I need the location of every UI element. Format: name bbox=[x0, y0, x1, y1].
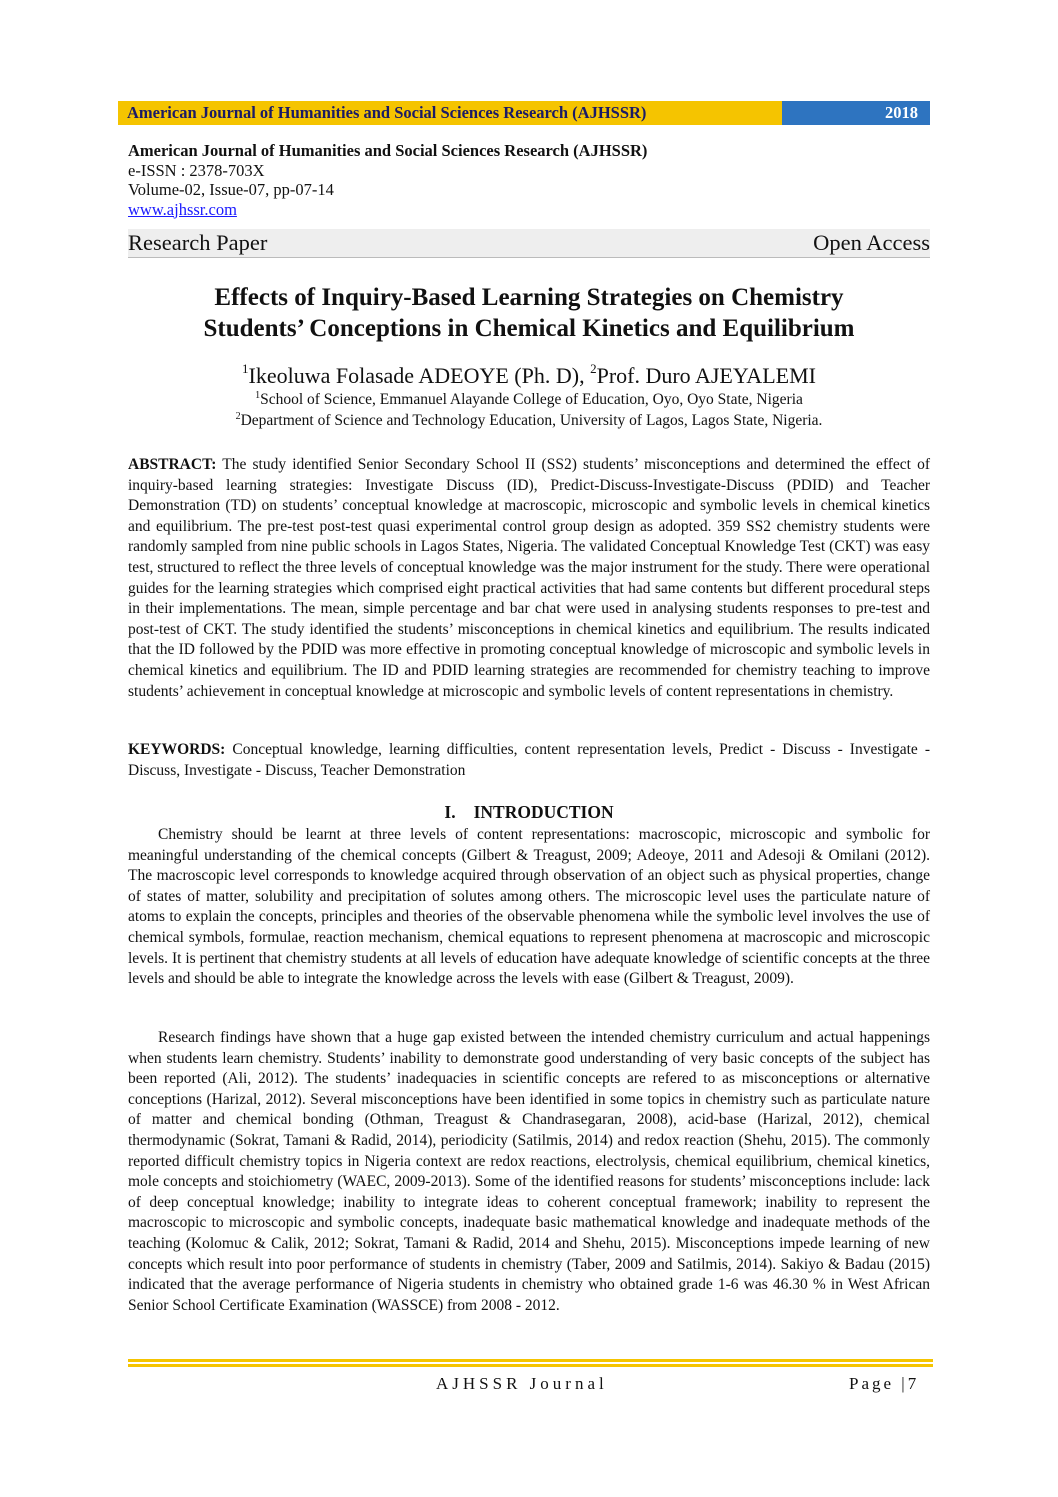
intro-paragraph-2 bbox=[128, 1028, 930, 1316]
paper-title bbox=[128, 282, 930, 344]
footer-rule-top bbox=[128, 1359, 933, 1362]
journal-url-link[interactable]: www.ajhssr.com bbox=[128, 199, 237, 219]
volume-info: Volume-02, Issue-07, pp-07-14 bbox=[128, 180, 334, 199]
journal-meta bbox=[128, 141, 928, 219]
keywords bbox=[128, 740, 930, 781]
article-type-banner bbox=[128, 229, 930, 258]
header-journal-name: American Journal of Humanities and Social Sciences Research (AJHSSR) bbox=[118, 101, 782, 125]
keywords-label: KEYWORDS: bbox=[128, 741, 226, 758]
author-2: Prof. Duro AJEYALEMI bbox=[596, 363, 816, 388]
aff2-text: Department of Science and Technology Education, University of Lagos, Lagos State, Nigeria. bbox=[240, 412, 823, 429]
journal-title: American Journal of Humanities and Social Sciences Research (AJHSSR) bbox=[128, 141, 648, 160]
section-heading bbox=[128, 801, 930, 823]
research-paper-label: Research Paper bbox=[128, 230, 268, 255]
footer-page-number: Page |7 bbox=[849, 1374, 920, 1393]
keywords-text: Conceptual knowledge, learning difficulties, content representation levels, Predict - Discuss - Investigate - Discuss, Investigate - Discuss, Teacher Demonstration bbox=[128, 741, 930, 779]
open-access-label: Open Access bbox=[813, 230, 930, 255]
author-1: Ikeoluwa Folasade ADEOYE (Ph. D), bbox=[248, 363, 591, 388]
eissn: e-ISSN : 2378-703X bbox=[128, 160, 265, 180]
section-number: I. bbox=[444, 802, 456, 822]
footer-journal: AJHSSR Journal bbox=[436, 1374, 608, 1393]
title-line-2: Students’ Conceptions in Chemical Kinetics and Equilibrium bbox=[203, 315, 855, 342]
author1-sup: 1 bbox=[242, 361, 249, 376]
author-list bbox=[128, 355, 930, 390]
affiliation-2 bbox=[128, 407, 930, 431]
journal-header-band bbox=[118, 101, 930, 125]
section-title: INTRODUCTION bbox=[473, 802, 614, 822]
footer-rule-bottom bbox=[128, 1364, 933, 1367]
abstract bbox=[128, 455, 930, 702]
abstract-label: ABSTRACT: bbox=[128, 456, 217, 473]
aff1-text: School of Science, Emmanuel Alayande College of Education, Oyo, Oyo State, Nigeria bbox=[260, 391, 803, 408]
author2-sup: 2 bbox=[590, 361, 597, 376]
paragraph-1-text: Chemistry should be learnt at three levels of content representations: macroscopic, microscopic and symbolic for meaningful understanding of the chemical concepts (Gilbert & Treagust, 2009; Adeoye, 2011 and Adesoji & Omilani (2012). The macroscopic level corresponds to knowledge acquired through observation of an object such as physical properties, change of states of matter, solubility and precipitation of solutes among others. The microscopic level uses the particulate nature of atoms to explain the concepts, principles and theories of the observable phenomena while the symbolic level involves the use of chemical symbols, formulae, reaction mechanism, chemical equations to represent phenomena at macroscopic and microscopic levels. It is pertinent that chemistry students at all levels of education have adequate knowledge of scientific concepts at the three levels and should be able to integrate the knowledge across the levels with ease (Gilbert & Treagust, 2009). bbox=[128, 826, 930, 988]
intro-paragraph-1 bbox=[128, 825, 930, 990]
aff1-sup: 1 bbox=[255, 390, 261, 401]
header-year: 2018 bbox=[782, 101, 930, 125]
aff2-sup: 2 bbox=[235, 411, 241, 422]
paragraph-2-text: Research findings have shown that a huge gap existed between the intended chemistry curriculum and actual happenings when students learn chemistry. Students’ inability to demonstrate good understanding of very basic concepts of the subject has been reported (Ali, 2012). The students’ inadequacies in scientific concepts are refered to as misconceptions or alternative conceptions (Harizal, 2012). Several misconceptions have been identified in some topics in chemistry such as particulate nature of matter and chemical bonding (Othman, Treagust & Chandrasegaran, 2008), acid-base (Harizal, 2012), chemical thermodynamic (Sokrat, Tamani & Radid, 2014), periodicity (Satilmis, 2014) and redox reaction (Shehu, 2015). The commonly reported difficult chemistry topics in Nigeria context are redox reactions, electrolysis, chemical equilibrium, chemical kinetics, mole concepts and stoichiometry (WAEC, 2009-2013). Some of the identified reasons for students’ misconceptions include: lack of deep conceptual knowledge; inability to integrate ideas to coherent conceptual framework; inability to represent the macroscopic to microscopic and symbolic concepts, inadequate basic mathematical knowledge and inadequate methods of the teaching (Kolomuc & Calik, 2012; Sokrat, Tamani & Radid, 2014 and Shehu, 2015). Misconceptions impede learning of new concepts which result into poor performance of students in chemistry (Taber, 2009 and Satilmis, 2014). Sakiyo & Badau (2015) indicated that the average performance of Nigeria students in chemistry who obtained grade 1-6 was 46.30 % in West African Senior School Certificate Examination (WASSCE) from 2008 - 2012. bbox=[128, 1029, 930, 1314]
title-line-1: Effects of Inquiry-Based Learning Strategies on Chemistry bbox=[214, 284, 844, 311]
abstract-text: The study identified Senior Secondary School II (SS2) students’ misconceptions and determined the effect of inquiry-based learning strategies: Investigate Discuss (ID), Predict-Discuss-Investigate-Discuss (PDID) and Teacher Demonstration (TD) on students’ conceptual knowledge at macroscopic, microscopic and symbolic levels in chemical kinetics and equilibrium. The pre-test post-test quasi experimental control group design as adopted. 359 SS2 chemistry students were randomly sampled from nine public schools in Lagos States, Nigeria. The validated Conceptual Knowledge Test (CKT) was easy test, structured to reflect the three levels of conceptual knowledge was the major instrument for the study. There were operational guides for the learning strategies which comprised eight practical activities that had same contents but different procedural steps in their implementations. The mean, simple percentage and bar chat were used in analysing students responses to pre-test and post-test of CKT. The study identified the students’ misconceptions in chemical kinetics and equilibrium. The results indicated that the ID followed by the PDID was more effective in promoting conceptual knowledge of microscopic and symbolic levels in chemical kinetics and equilibrium. The ID and PDID learning strategies are recommended for chemistry teaching to improve students’ achievement in conceptual knowledge at microscopic and symbolic levels of content representations in chemistry. bbox=[128, 456, 930, 700]
